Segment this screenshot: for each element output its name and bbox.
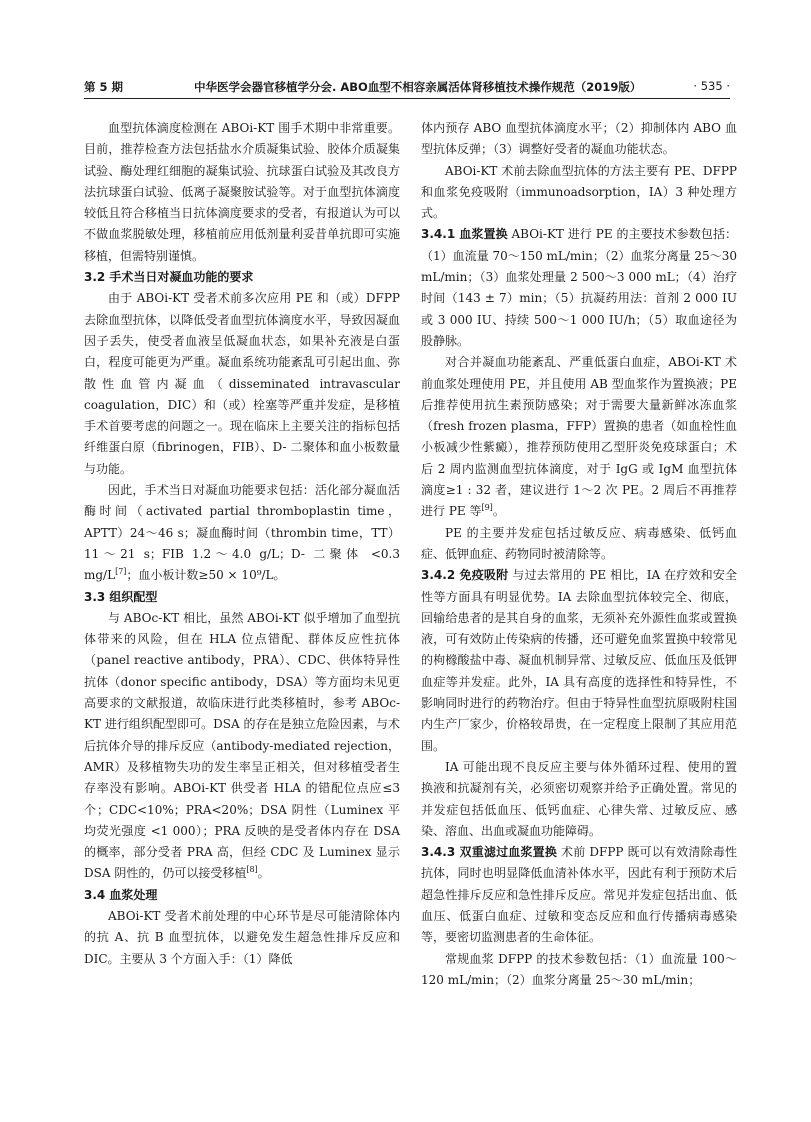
paragraph-pe-indications [421,352,737,522]
subsection-number-3-4-1: 3.4.1 [421,227,460,242]
paragraph-ia-adverse-reactions: IA 可能出现不良反应主要与体外循环过程、使用的置换液和抗凝剂有关，必须密切观察并给予正确处置。常见的并发症包括低血压、低钙血症、心律失常、过敏反应、感染、溶血、出血或凝血功能障碍。 [421,759,737,838]
paragraph-plasma-exchange [421,224,737,352]
paragraph-coagulation-intro: 由于 ABOi-KT 受者术前多次应用 PE 和（或）DFPP 去除血型抗体，以降低受者血型抗体滴度水平，导致因凝血因子丢失，使受者血液呈低凝血状态，如果补充液是白蛋白，程度可能更为严重。凝血系统功能紊乱可引起出血、弥散性血管内凝血（disseminated intravascular coagulation，DIC）和（或）栓塞等严重并发症，是移植手术首要考虑的问题之一。现在临床上主要关注的指标包括纤维蛋白原（fibrinogen，FIB）、D- 二聚体和血小板数量与功能。 [84,291,400,476]
paragraph-dfpp [421,842,737,948]
right-column [421,118,737,991]
subsection-number-3-4-2: 3.4.2 [421,568,460,583]
paragraph-immunoadsorption [421,565,737,757]
paragraph-plasma-treatment: ABOi-KT 受者术前处理的中心环节是尽可能清除体内的抗 A、抗 B 血型抗体，以避免发生超急性排斥反应和 DIC。主要从 3 个方面入手：（1）降低 [84,908,400,966]
tissue-matching-tail: 。 [257,866,270,881]
paragraph-removal-methods: ABOi-KT 术前去除血型抗体的方法主要有 PE、DFPP 和血浆免疫吸附（immunoadsorption，IA）3 种处理方式。 [421,163,737,221]
running-header [84,76,730,99]
paragraph-pe-complications: PE 的主要并发症包括过敏反应、病毒感染、低钙血症、低钾血症、药物同时被清除等。 [421,525,737,561]
paragraph-coagulation-requirements [84,480,400,586]
coagulation-requirements-text: 因此，手术当日对凝血功能要求包括：活化部分凝血活酶时间（activated partial thromboplastin time，APTT）24～46 s；凝血酶时间（thrombin time，TT）11～21 s；FIB 1.2～4.0 g/L；D- 二聚体 <0.3 mg/L [84,483,400,583]
citation-9: [9] [481,503,493,513]
subsection-title-dfpp: 双重滤过血浆置换 [459,845,558,860]
subsection-title-plasma-exchange: 血浆置换 [459,227,508,242]
dfpp-text: 术前 DFPP 既可以有效清除毒性抗体，同时也明显降低血清补体水平，因此有利于预防术后超急性排斥反应和急性排斥反应。常见并发症包括出血、低血压、低蛋白血症、过敏和变态反应和血行传播病毒感染等，要密切监测患者的生命体征。 [421,845,737,945]
pe-indications-tail: 。 [492,504,505,519]
paragraph-tissue-matching [84,608,400,885]
tissue-matching-text: 与 ABOc-KT 相比，虽然 ABOi-KT 似乎增加了血型抗体带来的风险，但在 HLA 位点错配、群体反应性抗体（panel reactive antibody，PRA）、CDC、供体特异性抗体（donor specific antibody，DSA）等方面均未见更高要求的文献报道，故临床进行此类移植时，参考 ABOc-KT 进行组织配型即可。DSA 的存在是独立危险因素，与术后抗体介导的排斥反应（antibody-mediated rejection，AMR）及移植物失功的发生率呈正相关，但对移植受者生存率没有影响。ABOi-KT 供受者 HLA 的错配位点应≤3 个；CDC<10%；PRA<20%；DSA 阴性（Luminex 平均荧光强度 <1 000）；PRA 反映的是受者体内存在 DSA 的概率，部分受者 PRA 高，但经 CDC 及 Luminex 显示 DSA 阴性的，仍可以接受移植 [84,610,400,881]
section-heading-3-2: 3.2 手术当日对凝血功能的要求 [84,270,254,285]
paragraph-plasma-goals: 体内预存 ABO 血型抗体滴度水平；（2）抑制体内 ABO 血型抗体反弹；（3）调整好受者的凝血功能状态。 [421,121,737,157]
pe-indications-text: 对合并凝血功能紊乱、严重低蛋白血症，ABOi-KT 术前血浆处理使用 PE，并且使用 AB 型血浆作为置换液；PE 后推荐使用抗生素预防感染；对于需要大量新鲜冰冻血浆（fresh frozen plasma，FFP）置换的患者（如血栓性血小板减少性紫癜），推荐预防使用乙型肝炎免疫球蛋白；术后 2 周内监测血型抗体滴度，对于 IgG 或 IgM 血型抗体滴度≥1 : 32 者，建议进行 1～2 次 PE。2 周后不再推荐进行 PE 等 [421,355,737,519]
subsection-number-3-4-3: 3.4.3 [421,845,460,860]
running-title: 中华医学会器官移植学分会. ABO血型不相容亲属活体肾移植技术操作规范（2019版） [194,80,642,94]
plasma-exchange-text: ABOi-KT 进行 PE 的主要技术参数包括：（1）血流量 70～150 mL/min；（2）血浆分离量 25～30 mL/min；（3）血浆处理量 2 500～3 000 mL；（4）治疗时间（143 ± 7）min；（5）抗凝药用法：首剂 2 000 IU 或 3 000 IU、持续 500～1 000 IU/h；（5）取血途径为股静脉。 [421,227,737,348]
issue-number: 第 5 期 [84,80,124,94]
left-column [84,118,400,970]
section-heading-3-4: 3.4 血浆处理 [84,887,158,902]
citation-8: [8] [246,865,258,875]
citation-7: [7] [115,567,127,577]
immunoadsorption-text: 与过去常用的 PE 相比，IA 在疗效和安全性等方面具有明显优势。IA 去除血型抗体较完全、彻底，回输给患者的是其自身的血浆，无须补充外源性血浆或置换液，可有效防止传染病的传播，还可避免血浆置换中较常见的枸橼酸盐中毒、凝血机制异常、过敏反应、低血压及低钾血症等并发症。此外，IA 具有高度的选择性和特异性，不影响同时进行的药物治疗。但由于特异性血型抗原吸附柱国内生产厂家少，价格较昂贵，在一定程度上限制了其应用范围。 [421,568,738,753]
section-heading-3-3: 3.3 组织配型 [84,589,158,604]
subsection-title-immunoadsorption: 免疫吸附 [459,568,509,583]
page-number: · 535 · [693,79,730,93]
paragraph-antibody-titer: 血型抗体滴度检测在 ABOi-KT 围手术期中非常重要。目前，推荐检查方法包括盐水介质凝集试验、胶体介质凝集试验、酶处理红细胞的凝集试验、抗球蛋白试验及其改良方法抗球蛋白试验、低离子凝聚胺试验等。对于血型抗体滴度较低且符合移植当日抗体滴度要求的受者，有报道认为可以不做血浆脱敏处理，移植前应用低剂量利妥昔单抗即可实施移植，但需特别谨慎。 [84,121,400,263]
coagulation-requirements-tail: ；血小板计数≥50 × 10⁹/L。 [126,568,286,583]
paragraph-dfpp-parameters: 常规血浆 DFPP 的技术参数包括：（1）血流量 100～120 mL/min；（2）血浆分离量 25～30 mL/min； [421,951,737,987]
